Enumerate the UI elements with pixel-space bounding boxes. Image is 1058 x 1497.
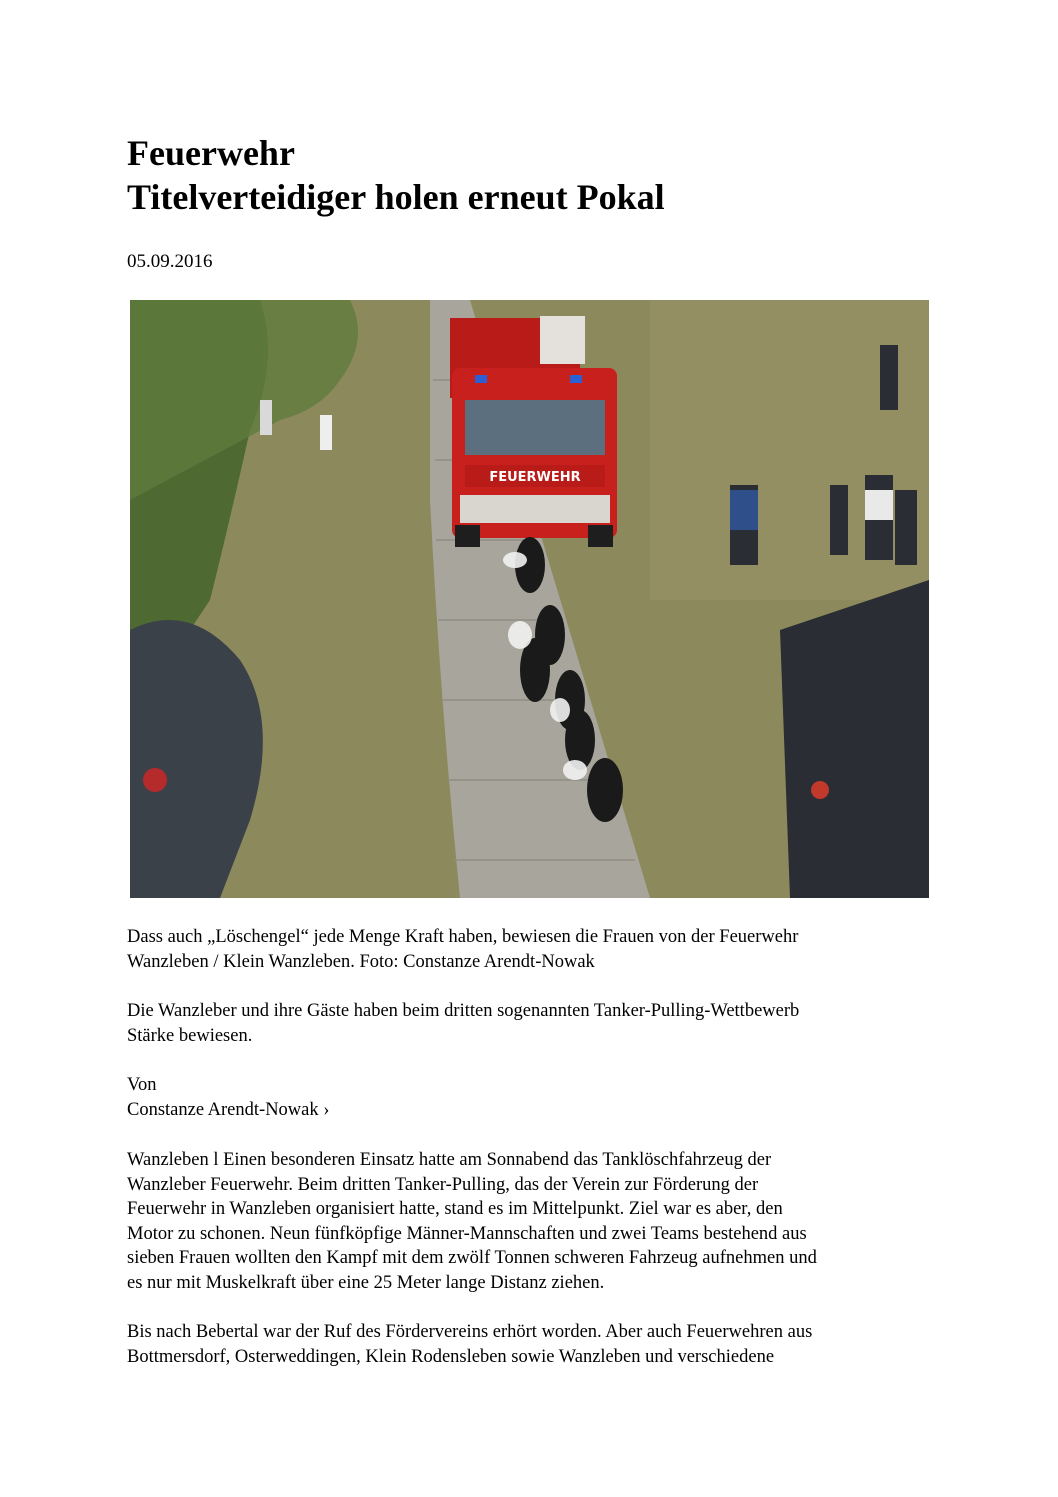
byline-label: Von	[127, 1075, 157, 1095]
author-link[interactable]: Constanze Arendt-Nowak ›	[127, 1099, 330, 1120]
fire-truck-pulling-photo	[130, 300, 929, 898]
article-date: 05.09.2016	[127, 251, 213, 272]
caption-line: Wanzleben / Klein Wanzleben. Foto: Constanze Arendt-Nowak	[127, 951, 595, 972]
body-line: sieben Frauen wollten den Kampf mit dem zwölf Tonnen schweren Fahrzeug aufnehmen und	[127, 1248, 817, 1268]
title-line-1: Feuerwehr	[127, 133, 295, 173]
body-line: Bottmersdorf, Osterweddingen, Klein Rodensleben sowie Wanzleben und verschiedene	[127, 1346, 775, 1367]
truck-label: FEUERWEHR	[489, 470, 581, 485]
title-line-2: Titelverteidiger holen erneut Pokal	[127, 177, 665, 217]
teaser-line: Stärke bewiesen.	[127, 1025, 253, 1046]
caption-line: Dass auch „Löschengel“ jede Menge Kraft haben, bewiesen die Frauen von der Feuerwehr	[127, 927, 799, 947]
body-line: Motor zu schonen. Neun fünfköpfige Männer-Mannschaften und zwei Teams bestehend aus	[127, 1223, 807, 1244]
article-teaser	[127, 999, 937, 1048]
body-line: es nur mit Muskelkraft über eine 25 Meter lange Distanz ziehen.	[127, 1272, 605, 1293]
teaser-line: Die Wanzleber und ihre Gäste haben beim dritten sogenannten Tanker-Pulling-Wettbewerb	[127, 1001, 800, 1021]
body-paragraph-2	[127, 1320, 937, 1369]
article-title	[127, 131, 665, 219]
body-line: Bis nach Bebertal war der Ruf des Fördervereins erhört worden. Aber auch Feuerwehren aus	[127, 1322, 813, 1342]
photo-caption	[127, 925, 937, 974]
body-line: Wanzleben l Einen besonderen Einsatz hatte am Sonnabend das Tanklöschfahrzeug der	[127, 1150, 772, 1170]
body-paragraph-1	[127, 1148, 937, 1295]
body-line: Wanzleber Feuerwehr. Beim dritten Tanker-Pulling, das der Verein zur Förderung der	[127, 1174, 759, 1195]
byline	[127, 1073, 937, 1122]
body-line: Feuerwehr in Wanzleben organisiert hatte, stand es im Mittelpunkt. Ziel war es aber, den	[127, 1199, 783, 1219]
article-photo	[130, 300, 929, 898]
